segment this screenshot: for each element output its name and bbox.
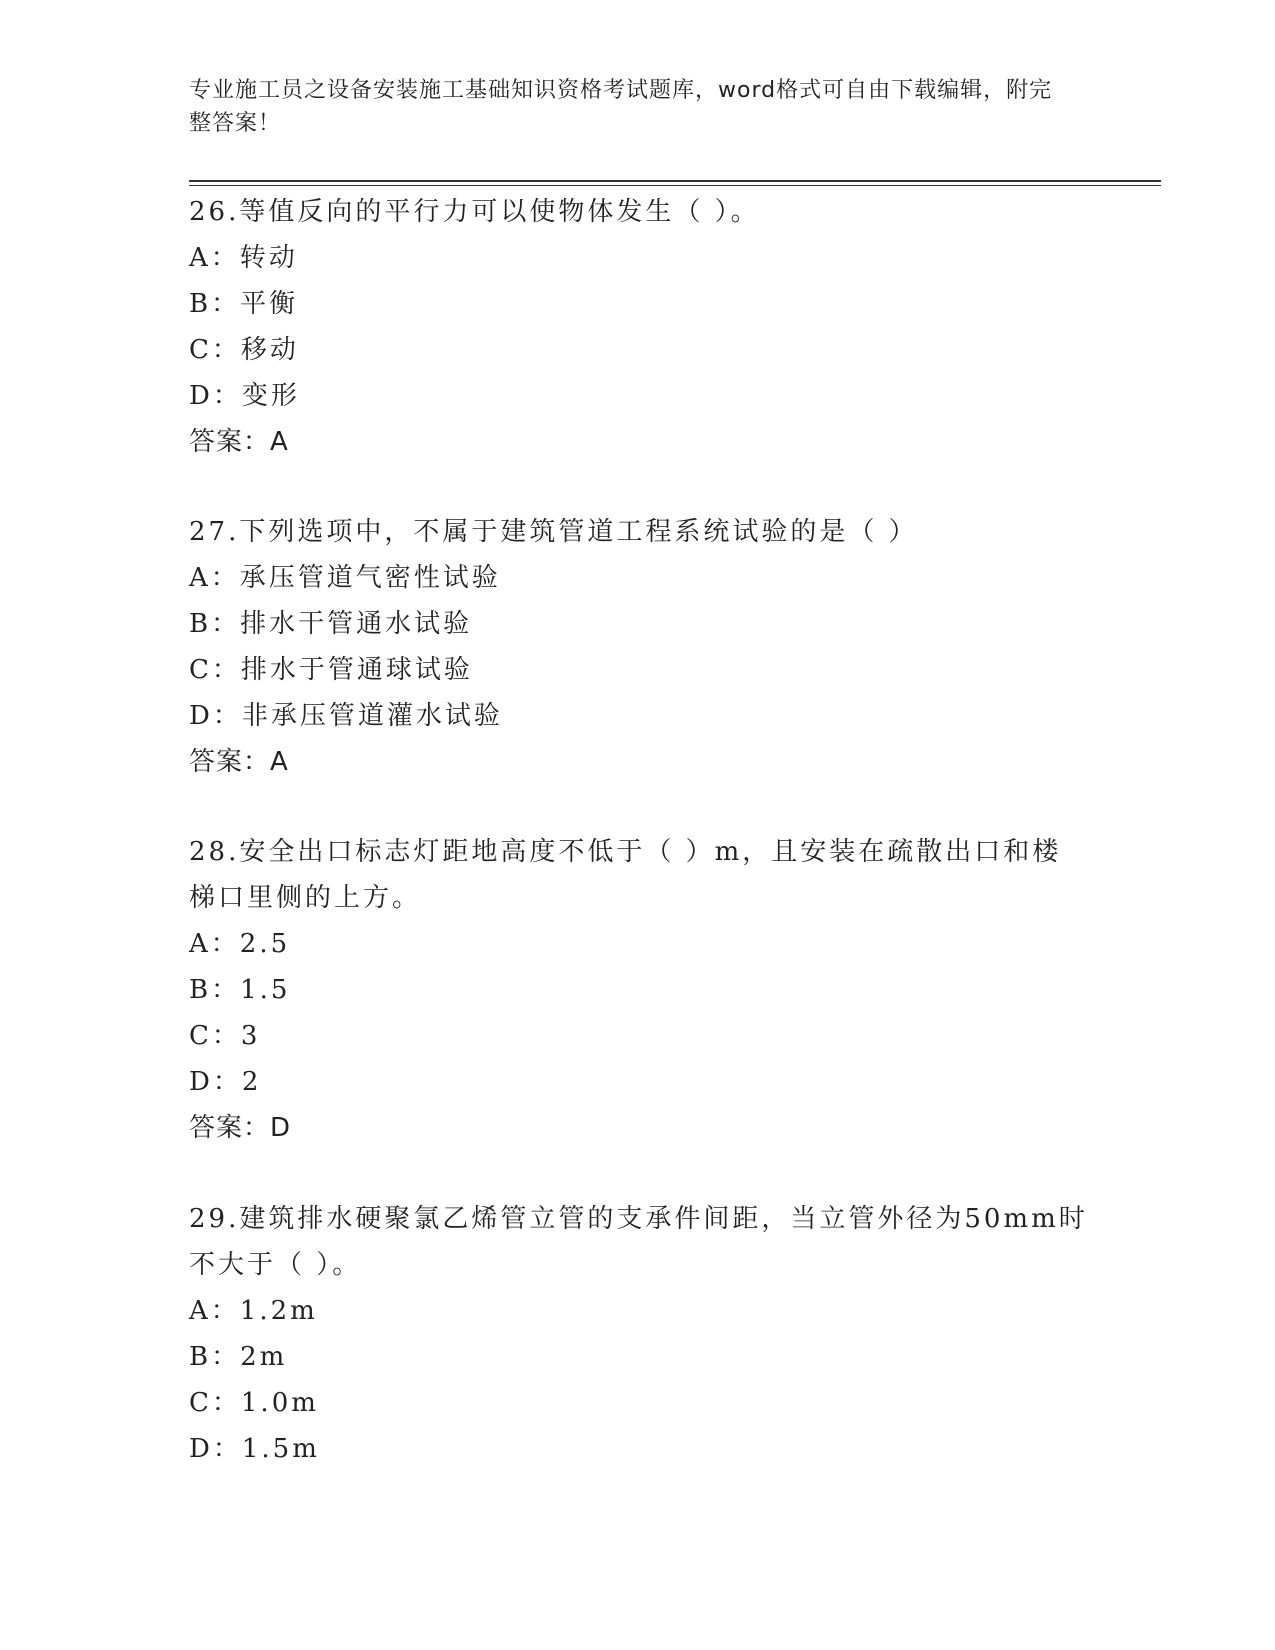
header-divider-thick (189, 180, 1161, 182)
question-27 (189, 509, 1089, 785)
option-d: D：2 (189, 1067, 262, 1097)
option-c: C：移动 (189, 335, 299, 365)
question-stem: 26.等值反向的平行力可以使物体发生（ ）。 (189, 197, 760, 227)
question-stem: 27.下列选项中，不属于建筑管道工程系统试验的是（ ） (189, 517, 918, 547)
option-a: A：2.5 (189, 929, 291, 959)
question-stem: 29.建筑排水硬聚氯乙烯管立管的支承件间距，当立管外径为50mm时不大于（ ）。 (189, 1204, 1088, 1280)
question-26 (189, 189, 1089, 465)
option-b: B：1.5 (189, 975, 291, 1005)
option-b: B：2m (189, 1342, 288, 1372)
document-header: 专业施工员之设备安装施工基础知识资格考试题库，word格式可自由下载编辑，附完整答案！ (189, 78, 1053, 136)
option-b: B：排水干管通水试验 (189, 609, 473, 639)
question-stem: 28.安全出口标志灯距地高度不低于（ ）m，且安装在疏散出口和楼梯口里侧的上方。 (189, 837, 1062, 913)
option-c: C：3 (189, 1021, 261, 1051)
answer-line: 答案：D (189, 1113, 292, 1143)
option-d: D：1.5m (189, 1434, 320, 1464)
option-b: B：平衡 (189, 289, 299, 319)
answer-line: 答案：A (189, 747, 289, 777)
option-d: D：非承压管道灌水试验 (189, 701, 503, 731)
answer-line: 答案：A (189, 427, 289, 457)
option-a: A：转动 (189, 243, 298, 273)
header-divider-thin (189, 185, 1161, 186)
option-c: C：1.0m (189, 1388, 319, 1418)
question-28 (189, 829, 1089, 1151)
option-c: C：排水于管通球试验 (189, 655, 473, 685)
option-a: A：承压管道气密性试验 (189, 563, 501, 593)
option-a: A：1.2m (189, 1296, 318, 1326)
option-d: D：变形 (189, 381, 300, 411)
question-29 (189, 1196, 1089, 1472)
